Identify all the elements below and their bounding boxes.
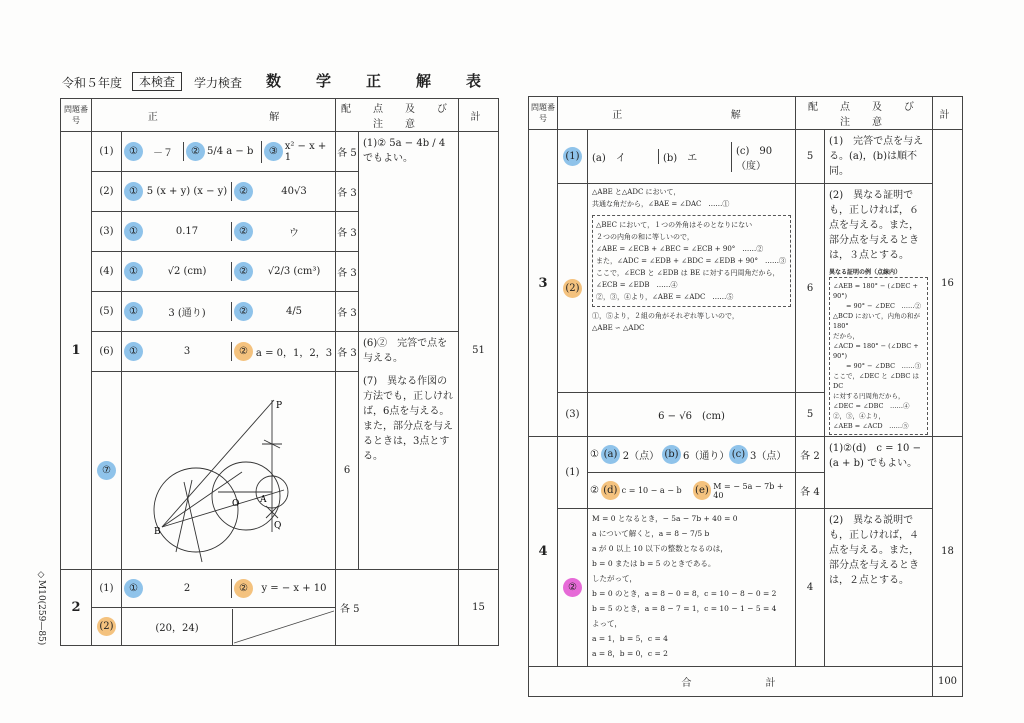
q4-1a-answer: ① (a) 2（点） (b) 6（通り） (c) 3（点）: [588, 437, 796, 473]
q1-6-answer: ① 3 ② a = 0，1，2，3: [122, 332, 336, 372]
header-exam-name: 学力検査: [194, 76, 243, 90]
header-exam-type: 本検査: [132, 72, 182, 91]
q1-1-answer: ① －７ ② 5/4 a − b ③ x² − x + 1: [122, 132, 336, 172]
q2-1-answer: ① 2 ② y = − x + 10: [122, 570, 336, 608]
q3-2-note: (2) 異なる証明でも，正しければ，６点を与える。また，部分点を与えるときは，３点とする。 異なる証明の例（点線内） ∠AEB = 180° − (∠DEC + 90°) = 90° − ∠DEC ……② △BCD において，内角の和が 180° だから， ∠ACD = 180° − (∠DBC + 90°) = 90° − ∠DBC ……③ ここで，∠DEC と ∠DBC は DC に対する円周角だから， ∠DEC = ∠DBC ……④ ②，③，④より， ∠AEB = ∠ACD ……⑤: [825, 184, 933, 437]
q4-total: 18: [933, 437, 963, 667]
q4-1b-answer: ② (d) c = 10 − a − b (e) M = − 5a − 7b + 40: [588, 473, 796, 509]
q1-7-figure: [122, 372, 336, 570]
grand-total-label: 合 計: [529, 667, 933, 697]
col-total: 計: [459, 99, 499, 132]
q4-1-sub: (1): [558, 437, 588, 509]
q3-3-answer: 6 − √6 (cm): [588, 393, 796, 437]
label-a: A: [260, 495, 267, 505]
q2-2-sub: (2): [92, 608, 122, 646]
q4-1b-score: 各 4: [796, 473, 825, 509]
q1-2-sub: (2): [92, 172, 122, 212]
q1-total: 51: [459, 132, 499, 570]
q2-score: 各 5: [336, 570, 459, 646]
label-o: O: [232, 499, 240, 509]
q3-2-proof-box: △BEC において，１つの外角はそのとなりにない ２つの内角の和に等しいので， ∠ABE = ∠ECB + ∠BEC = ∠ECB + 90° ……② また，∠ADC = ∠EDB + ∠BDC = ∠EDB + 90° ……③ ここで，∠ECB と ∠EDB は BE に対する円周角だから， ∠ECB = ∠EDB ……④ ②，③，④より，∠ABE = ∠ADC ……⑤: [592, 215, 791, 307]
q2-label: 2: [61, 570, 92, 646]
r-col-number: 問題番号: [529, 97, 558, 130]
header-era: 令和５年度: [62, 76, 123, 90]
q1-6-score: 各 3: [336, 332, 359, 372]
q3-3-sub: (3): [558, 393, 588, 437]
q1-4-sub: (4): [92, 252, 122, 292]
q4-2-note: (2) 異なる説明でも，正しければ，４点を与える。また，部分点を与えるときは，２点とする。: [825, 509, 933, 667]
q1-1-sub: (1): [92, 132, 122, 172]
label-b: B: [154, 527, 161, 537]
q1-notes-upper: (1)② 5a − 4b / 4 でもよい。: [359, 132, 459, 332]
q3-2-score: 6: [796, 184, 825, 393]
q3-3-score: 5: [796, 393, 825, 437]
q3-1-sub: (1): [558, 130, 588, 184]
q1-4-answer: ① √2 (cm) ② √2/3 (cm³): [122, 252, 336, 292]
q4-2-answer: M = 0 となるとき，− 5a − 7b + 40 = 0 a について解くと，a = 8 − 7/5 b a が 0 以上 10 以下の整数となるのは， b = 0 または b = 5 のときである。 したがって， b = 0 のとき，a = 8 − 0 = 8，c = 10 − 8 − 0 = 2 b = 5 のとき，a = 8 − 7 = 1，c = 10 − 1 − 5 = 4 よって， a = 1，b = 5，c = 4 a = 8，b = 0，c = 2: [588, 509, 796, 667]
q4-1-note: (1)②(d) c = 10 − (a + b) でもよい。: [825, 437, 933, 509]
q1-3-score: 各 3: [336, 212, 359, 252]
q3-1-answer: (a) イ (b) エ (c) 90（度）: [588, 130, 796, 184]
q3-2-proof: △ABE と△ADC において， 共通な角だから，∠BAE = ∠DAC ……① △BEC において，１つの外角はそのとなりにない ２つの内角の和に等しいので， ∠ABE = ∠ECB + ∠BEC = ∠ECB + 90° ……② また，∠ADC = ∠EDB + ∠BDC = ∠EDB + 90° ……③ ここで，∠ECB と ∠EDB は BE に対する円周角だから， ∠ECB = ∠EDB ……④ ②，③，④より，∠ABE = ∠ADC ……⑤ ①，⑤より，２組の角がそれぞれ等しいので， △ABE ∽ △ADC: [588, 184, 796, 393]
right-answer-table: [528, 96, 963, 697]
col-number: 問題番号: [61, 99, 92, 132]
page-title: 数 学 正 解 表: [266, 72, 492, 90]
q1-4-score: 各 3: [336, 252, 359, 292]
q1-notes-lower: (6)② 完答で点を与える。 (7) 異なる作図の方法でも，正しければ，6点を与える。また，部分点を与えるときは，3点とする。: [359, 332, 459, 570]
q2-2-answer: (20，24): [122, 608, 336, 646]
left-answer-table: [60, 98, 499, 646]
label-p: P: [276, 401, 283, 411]
q1-2-answer: ① 5 (x + y) (x − y) ② 40√3: [122, 172, 336, 212]
col-answer: 正 解: [92, 99, 336, 132]
q3-2-sub: (2): [558, 184, 588, 393]
label-q: Q: [274, 521, 282, 531]
q4-label: 4: [529, 437, 558, 667]
q3-2-alt-proof: ∠AEB = 180° − (∠DEC + 90°) = 90° − ∠DEC ……② △BCD において，内角の和が 180° だから， ∠ACD = 180° − (∠DBC + 90°) = 90° − ∠DBC ……③ ここで，∠DEC と ∠DBC は DC に対する円周角だから， ∠DEC = ∠DBC ……④ ②，③，④より， ∠AEB = ∠ACD ……⑤: [829, 277, 928, 435]
grand-total-value: 100: [933, 667, 963, 697]
q1-6-sub: (6): [92, 332, 122, 372]
q4-2-score: 4: [796, 509, 825, 667]
q2-total: 15: [459, 570, 499, 646]
col-notes: 配 点 及 び 注 意: [336, 99, 459, 132]
q4-2-sub: ②: [558, 509, 588, 667]
r-col-total: 計: [933, 97, 963, 130]
q2-1-sub: (1): [92, 570, 122, 608]
q4-1a-score: 各 2: [796, 437, 825, 473]
q1-5-score: 各 3: [336, 292, 359, 332]
r-col-answer: 正 解: [558, 97, 796, 130]
q1-2-score: 各 3: [336, 172, 359, 212]
side-code: ◇M10(259—85): [36, 570, 46, 646]
q1-3-answer: ① 0.17 ② ウ: [122, 212, 336, 252]
q1-3-sub: (3): [92, 212, 122, 252]
r-col-notes: 配 点 及 び 注 意: [796, 97, 933, 130]
q1-5-sub: (5): [92, 292, 122, 332]
q3-label: 3: [529, 130, 558, 437]
q1-7-score: 6: [336, 372, 359, 570]
q3-1-note: (1) 完答で点を与える。(a)，(b)は順不同。: [825, 130, 933, 184]
q3-1-score: 5: [796, 130, 825, 184]
construction-figure: [122, 372, 334, 566]
q1-7-sub: ⑦: [92, 372, 122, 570]
q1-1-score: 各 5: [336, 132, 359, 172]
q1-label: 1: [61, 132, 92, 570]
q3-total: 16: [933, 130, 963, 437]
q1-5-answer: ① 3 (通り) ② 4/5: [122, 292, 336, 332]
